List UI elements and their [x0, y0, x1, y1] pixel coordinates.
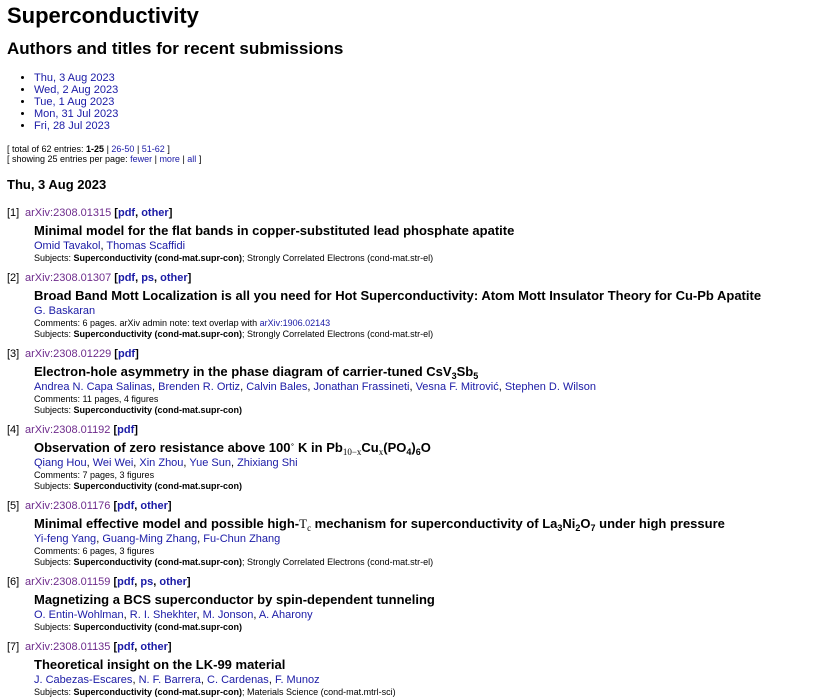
entry-number: [5]: [7, 500, 20, 512]
day-link[interactable]: Fri, 28 Jul 2023: [34, 120, 110, 132]
comments-text: 6 pages. arXiv admin note: text overlap with: [82, 318, 260, 328]
format-link-pdf[interactable]: pdf: [117, 500, 135, 512]
title-fragment: 6: [415, 447, 421, 457]
author-link[interactable]: Zhixiang Shi: [237, 457, 298, 469]
entry-body: [7, 223, 807, 264]
authors: Omid Tavakol, Thomas Scaffidi: [34, 240, 186, 252]
format-links: [pdf, other]: [111, 207, 173, 219]
format-link-other[interactable]: other: [160, 272, 188, 284]
authors: [34, 305, 807, 318]
subjects-label: Subjects:: [34, 253, 74, 263]
entry: [7, 640, 807, 698]
author-link[interactable]: Thomas Scaffidi: [106, 240, 186, 252]
entry: [7, 347, 807, 416]
title-fragment: 7: [590, 523, 596, 533]
arxiv-id-link[interactable]: arXiv:2308.01192: [25, 424, 111, 436]
subjects: [34, 557, 807, 568]
author-link[interactable]: Guang-Ming Zhang: [102, 533, 198, 545]
subjects-label: Subjects:: [34, 405, 74, 415]
author-link[interactable]: C. Cardenas: [207, 674, 269, 686]
primary-subject: Superconductivity (cond-mat.supr-con): [73, 481, 243, 491]
subjects: [34, 253, 807, 264]
primary-subject: Superconductivity (cond-mat.supr-con): [73, 622, 243, 632]
bracket-open: [: [111, 348, 118, 360]
author-link[interactable]: F. Munoz: [274, 674, 320, 686]
subjects: [34, 622, 807, 633]
author-link[interactable]: Calvin Bales: [246, 381, 308, 393]
other-subjects: ; Strongly Correlated Electrons (cond-mat.str-el): [242, 253, 434, 263]
format-link-pdf[interactable]: pdf: [117, 207, 136, 219]
author-link[interactable]: Yi-feng Yang: [34, 533, 97, 545]
format-link-ps[interactable]: ps: [141, 272, 155, 284]
entry-number: [3]: [7, 348, 20, 360]
subjects: [34, 481, 807, 492]
separator: |: [152, 154, 160, 164]
paper-title: Theoretical insight on the LK-99 material: [34, 657, 286, 672]
bracket-close: ]: [134, 424, 138, 436]
author-link[interactable]: Yue Sun: [189, 457, 231, 469]
total-suffix: ]: [164, 144, 170, 154]
entry-body: [7, 288, 807, 340]
entry-header: [7, 347, 807, 361]
title-fragment: x: [378, 447, 384, 457]
paper-title: Minimal model for the flat bands in copper-substituted lead phosphate apatite: [34, 223, 515, 238]
title-fragment: O: [420, 440, 431, 455]
entry-body: [7, 592, 807, 633]
title-fragment: ): [411, 440, 416, 455]
entry-number: [4]: [7, 424, 20, 436]
title-fragment: mechanism for superconductivity of La: [311, 516, 558, 531]
title-fragment: 3: [557, 523, 563, 533]
author-link[interactable]: J. Cabezas-Escares: [34, 674, 133, 686]
separator: |: [179, 154, 188, 164]
title-fragment: 10−x: [342, 447, 362, 457]
authors: J. Cabezas-Escares, N. F. Barrera, C. Cardenas, F. Munoz: [34, 674, 320, 686]
author-link[interactable]: M. Jonson: [202, 609, 254, 621]
paper-title: [34, 364, 807, 380]
title-fragment: K in Pb: [294, 440, 343, 455]
entry-body: [7, 516, 807, 568]
authors: O. Entin-Wohlman, R. I. Shekhter, M. Jonson, A. Aharony: [34, 609, 313, 621]
comments-label: Comments:: [34, 318, 83, 328]
bracket-close: ]: [186, 576, 191, 588]
entry: [7, 575, 807, 633]
format-link-pdf[interactable]: pdf: [117, 348, 136, 360]
fewer-link[interactable]: fewer: [130, 154, 153, 164]
more-link[interactable]: more: [159, 154, 180, 164]
day-list: [7, 72, 807, 132]
format-link-other[interactable]: other: [159, 576, 187, 588]
entry: [7, 423, 807, 492]
author-link[interactable]: Stephen D. Wilson: [504, 381, 596, 393]
bracket-close: ]: [168, 207, 173, 219]
title-fragment: 4: [406, 447, 412, 457]
showing-prefix: [ showing 25 entries per page:: [7, 154, 131, 164]
format-link-pdf[interactable]: pdf: [117, 272, 136, 284]
primary-subject: Superconductivity (cond-mat.supr-con): [73, 329, 243, 339]
arxiv-id-link[interactable]: arXiv:2308.01135: [25, 641, 111, 653]
bracket-close: ]: [135, 348, 139, 360]
format-link-ps[interactable]: ps: [140, 576, 154, 588]
primary-subject: Superconductivity (cond-mat.supr-con): [73, 253, 243, 263]
title-fragment: (PO: [383, 440, 407, 455]
entry-list: [7, 206, 807, 698]
entry-body: [7, 657, 807, 698]
entry-number: [1]: [7, 207, 20, 219]
authors: Qiang Hou, Wei Wei, Xin Zhou, Yue Sun, Zhixiang Shi: [34, 457, 298, 469]
comments-label: Comments:: [34, 470, 83, 480]
title-fragment: Ni: [562, 516, 576, 531]
format-link-other[interactable]: other: [140, 500, 168, 512]
format-links: [pdf, ps, other]: [110, 576, 191, 588]
bracket-close: ]: [187, 272, 192, 284]
subjects-label: Subjects:: [34, 481, 74, 491]
format-links: [pdf, other]: [110, 500, 172, 512]
title-fragment: O: [580, 516, 591, 531]
paper-title: [34, 516, 807, 532]
day-list-item: [34, 108, 807, 120]
format-links: [111, 348, 139, 360]
arxiv-id-link[interactable]: arXiv:2308.01159: [25, 576, 111, 588]
comments: [34, 318, 807, 329]
page-title: Superconductivity: [7, 3, 199, 28]
author-link[interactable]: A. Aharony: [258, 609, 313, 621]
pagination-info: [7, 144, 807, 164]
author-link[interactable]: Andrea N. Capa Salinas: [34, 381, 153, 393]
paper-title: Broad Band Mott Localization is all you need for Hot Superconductivity: Atom Mott Insulator Theory for Cu-Pb Apatite: [34, 288, 762, 303]
paper-title: Magnetizing a BCS superconductor by spin-dependent tunneling: [34, 592, 435, 607]
comments-text: 11 pages, 4 figures: [82, 394, 159, 404]
entry-number: [6]: [7, 576, 20, 588]
author-link[interactable]: Xin Zhou: [139, 457, 184, 469]
comments-text: 7 pages, 3 figures: [82, 470, 155, 480]
authors: Yi-feng Yang, Guang-Ming Zhang, Fu-Chun Zhang: [34, 533, 281, 545]
bracket-open: [: [110, 641, 118, 653]
arxiv-id-link[interactable]: arXiv:2308.01176: [25, 500, 111, 512]
entry: [7, 206, 807, 264]
comments: [34, 470, 807, 481]
arxiv-id-link[interactable]: arXiv:2308.01315: [25, 207, 112, 219]
author-link[interactable]: Vesna F. Mitrović: [415, 381, 499, 393]
primary-subject: Superconductivity (cond-mat.supr-con): [73, 405, 243, 415]
range-link-51-62[interactable]: 51-62: [141, 144, 165, 154]
day-list-item: [34, 84, 807, 96]
entry-header: [7, 499, 807, 513]
author-link[interactable]: O. Entin-Wohlman: [34, 609, 124, 621]
section-date: Thu, 3 Aug 2023: [7, 177, 107, 192]
format-links: [pdf, ps, other]: [111, 272, 192, 284]
comments: [34, 394, 807, 405]
title-fragment: under high pressure: [595, 516, 725, 531]
arxiv-id-link[interactable]: arXiv:2308.01307: [25, 272, 112, 284]
title-fragment: Electron-hole asymmetry in the phase diagram of carrier-tuned CsV: [34, 364, 452, 379]
primary-subject: Superconductivity (cond-mat.supr-con): [73, 687, 243, 697]
other-subjects: ; Materials Science (cond-mat.mtrl-sci): [242, 687, 396, 697]
title-fragment: Cu: [361, 440, 379, 455]
total-prefix: [ total of 62 entries:: [7, 144, 87, 154]
author-link[interactable]: Jonathan Frassineti: [313, 381, 410, 393]
subjects: [34, 329, 807, 340]
entry-body: [7, 440, 807, 492]
all-link[interactable]: all: [187, 154, 197, 164]
author-link[interactable]: N. F. Barrera: [138, 674, 201, 686]
day-link[interactable]: Wed, 2 Aug 2023: [34, 84, 119, 96]
bracket-open: [: [111, 272, 118, 284]
current-range: 1-25: [86, 144, 105, 154]
day-list-item: [34, 72, 807, 84]
entry-header: [7, 206, 807, 220]
subjects-label: Subjects:: [34, 687, 74, 697]
range-link-26-50[interactable]: 26-50: [111, 144, 135, 154]
entry-header: [7, 640, 807, 654]
author-link[interactable]: Brenden R. Ortiz: [158, 381, 241, 393]
title-fragment: 3: [451, 371, 457, 381]
title-fragment: 5: [473, 371, 479, 381]
title-fragment: Minimal effective model and possible high-: [34, 516, 300, 531]
comments-arxiv-link[interactable]: arXiv:1906.02143: [259, 318, 331, 328]
comments-label: Comments:: [34, 394, 83, 404]
subjects-label: Subjects:: [34, 329, 74, 339]
day-list-item: [34, 96, 807, 108]
format-link-other[interactable]: other: [141, 207, 169, 219]
format-link-other[interactable]: other: [140, 641, 168, 653]
subjects-label: Subjects:: [34, 622, 74, 632]
format-link-pdf[interactable]: pdf: [117, 576, 135, 588]
other-subjects: ; Strongly Correlated Electrons (cond-mat.str-el): [242, 329, 434, 339]
entry-header: [7, 423, 807, 437]
author-link[interactable]: Fu-Chun Zhang: [203, 533, 281, 545]
subjects: [34, 687, 807, 698]
author-link[interactable]: G. Baskaran: [34, 305, 96, 317]
entry: [7, 271, 807, 340]
author-link[interactable]: Qiang Hou: [34, 457, 87, 469]
comments-text: 6 pages, 3 figures: [82, 546, 155, 556]
entry-body: [7, 364, 807, 416]
day-link[interactable]: Mon, 31 Jul 2023: [34, 108, 119, 120]
bracket-close: ]: [167, 500, 172, 512]
separator: |: [104, 144, 112, 154]
title-fragment: Sb: [456, 364, 474, 379]
page-subtitle: Authors and titles for recent submissions: [7, 39, 344, 58]
title-fragment: 2: [575, 523, 581, 533]
bracket-open: [: [110, 500, 118, 512]
showing-suffix: ]: [196, 154, 202, 164]
title-fragment: c: [307, 523, 312, 533]
format-link-pdf[interactable]: pdf: [117, 641, 135, 653]
entry: [7, 499, 807, 568]
day-link[interactable]: Thu, 3 Aug 2023: [34, 72, 115, 84]
day-list-item: [34, 120, 807, 132]
author-link[interactable]: Wei Wei: [92, 457, 134, 469]
author-link[interactable]: Omid Tavakol: [34, 240, 101, 252]
arxiv-id-link[interactable]: arXiv:2308.01229: [25, 348, 112, 360]
separator: |: [134, 144, 142, 154]
entry-number: [7]: [7, 641, 20, 653]
title-fragment: ∘: [290, 440, 295, 449]
bracket-open: [: [110, 424, 118, 436]
author-link[interactable]: R. I. Shekhter: [129, 609, 197, 621]
entry-header: [7, 271, 807, 285]
day-link[interactable]: Tue, 1 Aug 2023: [34, 96, 115, 108]
title-fragment: Observation of zero resistance above 100: [34, 440, 291, 455]
primary-subject: Superconductivity (cond-mat.supr-con): [73, 557, 243, 567]
comments: [34, 546, 807, 557]
authors: Andrea N. Capa Salinas, Brenden R. Ortiz, Calvin Bales, Jonathan Frassineti, Vesna F. Mitrović, Stephen D. Wilson: [34, 381, 596, 393]
bracket-open: [: [110, 576, 118, 588]
title-fragment: T: [299, 516, 308, 531]
entry-number: [2]: [7, 272, 20, 284]
subjects-label: Subjects:: [34, 557, 74, 567]
bracket-close: ]: [167, 641, 172, 653]
format-links: [110, 424, 138, 436]
format-links: [pdf, other]: [110, 641, 172, 653]
format-link-pdf[interactable]: pdf: [117, 424, 135, 436]
bracket-open: [: [111, 207, 118, 219]
subjects: [34, 405, 807, 416]
other-subjects: ; Strongly Correlated Electrons (cond-mat.str-el): [242, 557, 434, 567]
comments-label: Comments:: [34, 546, 83, 556]
paper-title: [34, 440, 807, 456]
entry-header: [7, 575, 807, 589]
